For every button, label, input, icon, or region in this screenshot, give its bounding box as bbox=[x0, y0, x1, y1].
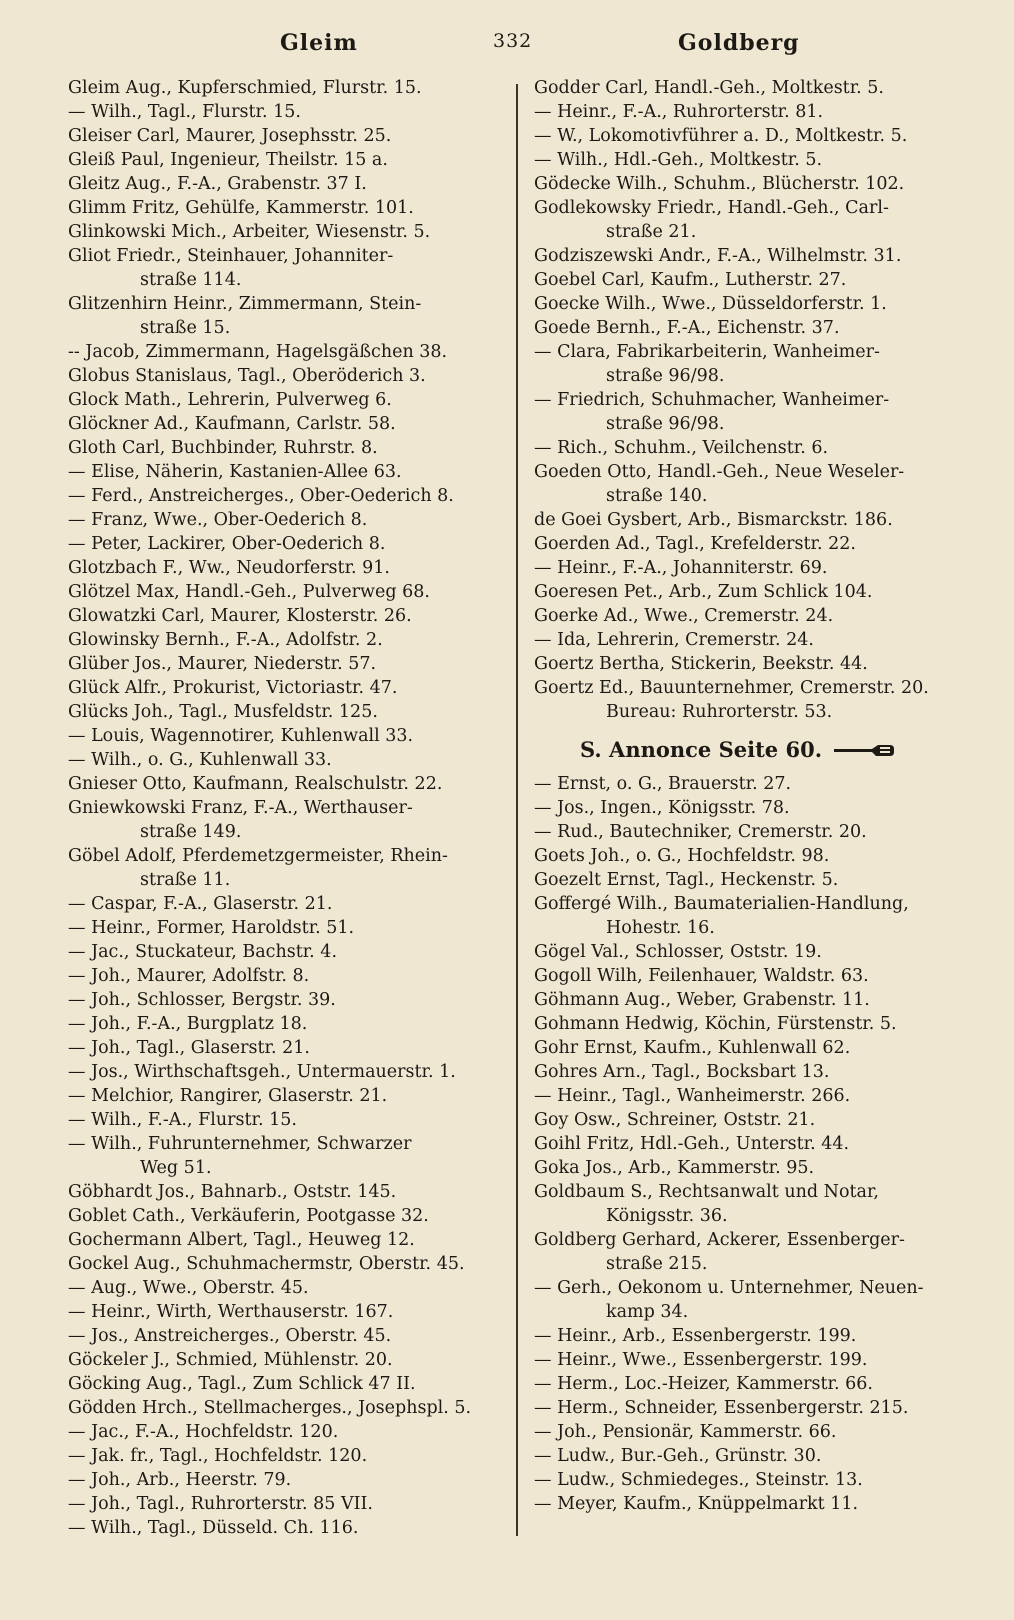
directory-entry: — Jos., Ingen., Königsstr. 78. bbox=[534, 798, 790, 818]
directory-entry: — Friedrich, Schuhmacher, Wanheimer- bbox=[534, 390, 890, 410]
directory-entry: — Elise, Näherin, Kastanien-Allee 63. bbox=[68, 462, 402, 482]
page-number: 332 bbox=[493, 30, 533, 52]
right-column bbox=[534, 76, 970, 1516]
directory-entry: Gödden Hrch., Stellmacherges., Josephspl. 5. bbox=[68, 1398, 472, 1418]
directory-entry: — Joh., Tagl., Ruhrorterstr. 85 VII. bbox=[68, 1494, 373, 1514]
directory-entry: — Rud., Bautechniker, Cremerstr. 20. bbox=[534, 822, 867, 842]
directory-entry: Gleiser Carl, Maurer, Josephsstr. 25. bbox=[68, 126, 392, 146]
directory-entry: Glöckner Ad., Kaufmann, Carlstr. 58. bbox=[68, 414, 396, 434]
directory-entry: Glinkowski Mich., Arbeiter, Wiesenstr. 5. bbox=[68, 222, 431, 242]
directory-entry: straße 215. bbox=[606, 1254, 708, 1274]
directory-entry: straße 15. bbox=[140, 318, 231, 338]
directory-entry: Gogoll Wilh, Feilenhauer, Waldstr. 63. bbox=[534, 966, 869, 986]
directory-entry: Glück Alfr., Prokurist, Victoriastr. 47. bbox=[68, 678, 398, 698]
directory-entry: — Ludw., Schmiedeges., Steinstr. 13. bbox=[534, 1470, 863, 1490]
directory-entry: — Louis, Wagennotirer, Kuhlenwall 33. bbox=[68, 726, 414, 746]
directory-entry: — Joh., Pensionär, Kammerstr. 66. bbox=[534, 1422, 837, 1442]
directory-entry: — Joh., Tagl., Glaserstr. 21. bbox=[68, 1038, 310, 1058]
directory-entry: — Heinr., Arb., Essenbergerstr. 199. bbox=[534, 1326, 857, 1346]
running-head-right: Goldberg bbox=[678, 30, 800, 56]
directory-entry: — Joh., Maurer, Adolfstr. 8. bbox=[68, 966, 310, 986]
directory-entry: — Heinr., Wirth, Werthauserstr. 167. bbox=[68, 1302, 394, 1322]
directory-entry: Godziszewski Andr., F.-A., Wilhelmstr. 31. bbox=[534, 246, 902, 266]
directory-entry: Glötzel Max, Handl.-Geh., Pulverweg 68. bbox=[68, 582, 430, 602]
directory-entry: Goets Joh., o. G., Hochfeldstr. 98. bbox=[534, 846, 830, 866]
directory-entry: Glowinsky Bernh., F.-A., Adolfstr. 2. bbox=[68, 630, 383, 650]
directory-entry: Goblet Cath., Verkäuferin, Pootgasse 32. bbox=[68, 1206, 429, 1226]
directory-entry: Gloth Carl, Buchbinder, Ruhrstr. 8. bbox=[68, 438, 378, 458]
directory-entry: straße 96/98. bbox=[606, 414, 725, 434]
directory-entry: Göhmann Aug., Weber, Grabenstr. 11. bbox=[534, 990, 870, 1010]
directory-entry: Goffergé Wilh., Baumaterialien-Handlung, bbox=[534, 894, 909, 914]
directory-entry: straße 149. bbox=[140, 822, 242, 842]
directory-entry: Goihl Fritz, Hdl.-Geh., Unterstr. 44. bbox=[534, 1134, 850, 1154]
directory-entry: Gnieser Otto, Kaufmann, Realschulstr. 22. bbox=[68, 774, 443, 794]
directory-entry: Gniewkowski Franz, F.-A., Werthauser- bbox=[68, 798, 413, 818]
directory-entry: kamp 34. bbox=[606, 1302, 689, 1322]
right-column-bottom bbox=[534, 772, 970, 1516]
directory-entry: Göbhardt Jos., Bahnarb., Oststr. 145. bbox=[68, 1182, 397, 1202]
left-column bbox=[68, 76, 500, 1540]
directory-entry: Göbel Adolf, Pferdemetzgermeister, Rhein- bbox=[68, 846, 448, 866]
directory-entry: Globus Stanislaus, Tagl., Oberöderich 3. bbox=[68, 366, 426, 386]
directory-entry: straße 11. bbox=[140, 870, 231, 890]
directory-entry: — Joh., F.-A., Burgplatz 18. bbox=[68, 1014, 308, 1034]
directory-entry: — Herm., Schneider, Essenbergerstr. 215. bbox=[534, 1398, 909, 1418]
directory-entry: — Heinr., Tagl., Wanheimerstr. 266. bbox=[534, 1086, 851, 1106]
directory-entry: Glotzbach F., Ww., Neudorferstr. 91. bbox=[68, 558, 390, 578]
directory-entry: — Jac., F.-A., Hochfeldstr. 120. bbox=[68, 1422, 339, 1442]
announcement-text: S. Annonce Seite 60. bbox=[580, 737, 823, 762]
directory-entry: — Aug., Wwe., Oberstr. 45. bbox=[68, 1278, 309, 1298]
right-column-top bbox=[534, 76, 970, 724]
directory-entry: — Meyer, Kaufm., Knüppelmarkt 11. bbox=[534, 1494, 859, 1514]
directory-entry: — Ferd., Anstreicherges., Ober-Oederich 8. bbox=[68, 486, 454, 506]
directory-entry: Glock Math., Lehrerin, Pulverweg 6. bbox=[68, 390, 392, 410]
directory-entry: — Jos., Anstreicherges., Oberstr. 45. bbox=[68, 1326, 392, 1346]
directory-entry: — W., Lokomotivführer a. D., Moltkestr. 5. bbox=[534, 126, 908, 146]
directory-entry: Goldberg Gerhard, Ackerer, Essenberger- bbox=[534, 1230, 905, 1250]
directory-entry: Gödecke Wilh., Schuhm., Blücherstr. 102. bbox=[534, 174, 905, 194]
directory-entry: Goede Bernh., F.-A., Eichenstr. 37. bbox=[534, 318, 840, 338]
directory-entry: Gleiß Paul, Ingenieur, Theilstr. 15 a. bbox=[68, 150, 388, 170]
directory-entry: Göckeler J., Schmied, Mühlenstr. 20. bbox=[68, 1350, 393, 1370]
directory-entry: Goeden Otto, Handl.-Geh., Neue Weseler- bbox=[534, 462, 905, 482]
directory-entry: Gohmann Hedwig, Köchin, Fürstenstr. 5. bbox=[534, 1014, 897, 1034]
directory-entry: Gleitz Aug., F.-A., Grabenstr. 37 I. bbox=[68, 174, 367, 194]
directory-entry: — Joh., Arb., Heerstr. 79. bbox=[68, 1470, 292, 1490]
directory-entry: Glüber Jos., Maurer, Niederstr. 57. bbox=[68, 654, 377, 674]
directory-entry: Weg 51. bbox=[140, 1158, 212, 1178]
directory-entry: — Jak. fr., Tagl., Hochfeldstr. 120. bbox=[68, 1446, 368, 1466]
directory-entry: Goerden Ad., Tagl., Krefelderstr. 22. bbox=[534, 534, 856, 554]
directory-entry: — Heinr., Former, Haroldstr. 51. bbox=[68, 918, 355, 938]
directory-entry: Göcking Aug., Tagl., Zum Schlick 47 II. bbox=[68, 1374, 416, 1394]
directory-entry: de Goei Gysbert, Arb., Bismarckstr. 186. bbox=[534, 510, 893, 530]
directory-entry: Goertz Bertha, Stickerin, Beekstr. 44. bbox=[534, 654, 868, 674]
directory-entry: — Heinr., Wwe., Essenbergerstr. 199. bbox=[534, 1350, 868, 1370]
directory-entry: Gockel Aug., Schuhmachermstr, Oberstr. 45. bbox=[68, 1254, 465, 1274]
directory-entry: Königsstr. 36. bbox=[606, 1206, 728, 1226]
directory-entry: — Heinr., F.-A., Johanniterstr. 69. bbox=[534, 558, 828, 578]
pointing-hand-icon bbox=[832, 742, 896, 758]
directory-entry: — Ida, Lehrerin, Cremerstr. 24. bbox=[534, 630, 814, 650]
directory-entry: — Melchior, Rangirer, Glaserstr. 21. bbox=[68, 1086, 388, 1106]
directory-entry: Hohestr. 16. bbox=[606, 918, 715, 938]
directory-entry: — Heinr., F.-A., Ruhrorterstr. 81. bbox=[534, 102, 824, 122]
directory-entry: Glücks Joh., Tagl., Musfeldstr. 125. bbox=[68, 702, 378, 722]
directory-entry: — Wilh., Tagl., Düsseld. Ch. 116. bbox=[68, 1518, 359, 1538]
directory-entry: — Wilh., Tagl., Flurstr. 15. bbox=[68, 102, 301, 122]
directory-entry: Goebel Carl, Kaufm., Lutherstr. 27. bbox=[534, 270, 847, 290]
directory-entry: — Gerh., Oekonom u. Unternehmer, Neuen- bbox=[534, 1278, 924, 1298]
directory-entry: — Joh., Schlosser, Bergstr. 39. bbox=[68, 990, 336, 1010]
directory-entry: — Herm., Loc.-Heizer, Kammerstr. 66. bbox=[534, 1374, 873, 1394]
directory-entry: Godlekowsky Friedr., Handl.-Geh., Carl- bbox=[534, 198, 889, 218]
directory-entry: straße 140. bbox=[606, 486, 708, 506]
directory-entry: Goecke Wilh., Wwe., Düsseldorferstr. 1. bbox=[534, 294, 887, 314]
directory-entry: — Wilh., Hdl.-Geh., Moltkestr. 5. bbox=[534, 150, 823, 170]
directory-entry: — Rich., Schuhm., Veilchenstr. 6. bbox=[534, 438, 829, 458]
directory-entry: Goldbaum S., Rechtsanwalt und Notar, bbox=[534, 1182, 879, 1202]
directory-entry: Gliot Friedr., Steinhauer, Johanniter- bbox=[68, 246, 394, 266]
directory-entry: Goerke Ad., Wwe., Cremerstr. 24. bbox=[534, 606, 834, 626]
directory-entry: Glitzenhirn Heinr., Zimmermann, Stein- bbox=[68, 294, 422, 314]
directory-entry: — Peter, Lackirer, Ober-Oederich 8. bbox=[68, 534, 386, 554]
directory-entry: — Jac., Stuckateur, Bachstr. 4. bbox=[68, 942, 338, 962]
directory-entry: — Ludw., Bur.-Geh., Grünstr. 30. bbox=[534, 1446, 822, 1466]
directory-entry: Goeresen Pet., Arb., Zum Schlick 104. bbox=[534, 582, 873, 602]
directory-entry: Goka Jos., Arb., Kammerstr. 95. bbox=[534, 1158, 815, 1178]
directory-entry: Godder Carl, Handl.-Geh., Moltkestr. 5. bbox=[534, 78, 884, 98]
column-divider bbox=[516, 84, 518, 1536]
directory-entry: — Clara, Fabrikarbeiterin, Wanheimer- bbox=[534, 342, 880, 362]
directory-entry: straße 21. bbox=[606, 222, 697, 242]
directory-entry: — Ernst, o. G., Brauerstr. 27. bbox=[534, 774, 792, 794]
directory-entry: Gleim Aug., Kupferschmied, Flurstr. 15. bbox=[68, 78, 422, 98]
directory-entry: — Caspar, F.-A., Glaserstr. 21. bbox=[68, 894, 333, 914]
directory-entry: straße 96/98. bbox=[606, 366, 725, 386]
announcement bbox=[534, 728, 970, 772]
directory-entry: Goertz Ed., Bauunternehmer, Cremerstr. 20. bbox=[534, 678, 929, 698]
directory-entry: Gohr Ernst, Kaufm., Kuhlenwall 62. bbox=[534, 1038, 851, 1058]
directory-entry: — Jos., Wirthschaftsgeh., Untermauerstr. 1. bbox=[68, 1062, 456, 1082]
running-head-left: Gleim bbox=[280, 30, 358, 56]
directory-entry: Gochermann Albert, Tagl., Heuweg 12. bbox=[68, 1230, 415, 1250]
directory-entry: — Wilh., Fuhrunternehmer, Schwarzer bbox=[68, 1134, 412, 1154]
directory-entry: Glowatzki Carl, Maurer, Klosterstr. 26. bbox=[68, 606, 412, 626]
directory-entry: Goezelt Ernst, Tagl., Heckenstr. 5. bbox=[534, 870, 839, 890]
directory-entry: Glimm Fritz, Gehülfe, Kammerstr. 101. bbox=[68, 198, 414, 218]
directory-entry: — Wilh., F.-A., Flurstr. 15. bbox=[68, 1110, 297, 1130]
directory-entry: — Franz, Wwe., Ober-Oederich 8. bbox=[68, 510, 368, 530]
directory-entry: Gohres Arn., Tagl., Bocksbart 13. bbox=[534, 1062, 830, 1082]
directory-entry: — Wilh., o. G., Kuhlenwall 33. bbox=[68, 750, 332, 770]
directory-entry: straße 114. bbox=[140, 270, 242, 290]
directory-entry: -- Jacob, Zimmermann, Hagelsgäßchen 38. bbox=[68, 342, 448, 362]
directory-entry: Bureau: Ruhrorterstr. 53. bbox=[606, 702, 833, 722]
directory-entry: Gögel Val., Schlosser, Oststr. 19. bbox=[534, 942, 822, 962]
directory-entry: Goy Osw., Schreiner, Oststr. 21. bbox=[534, 1110, 816, 1130]
